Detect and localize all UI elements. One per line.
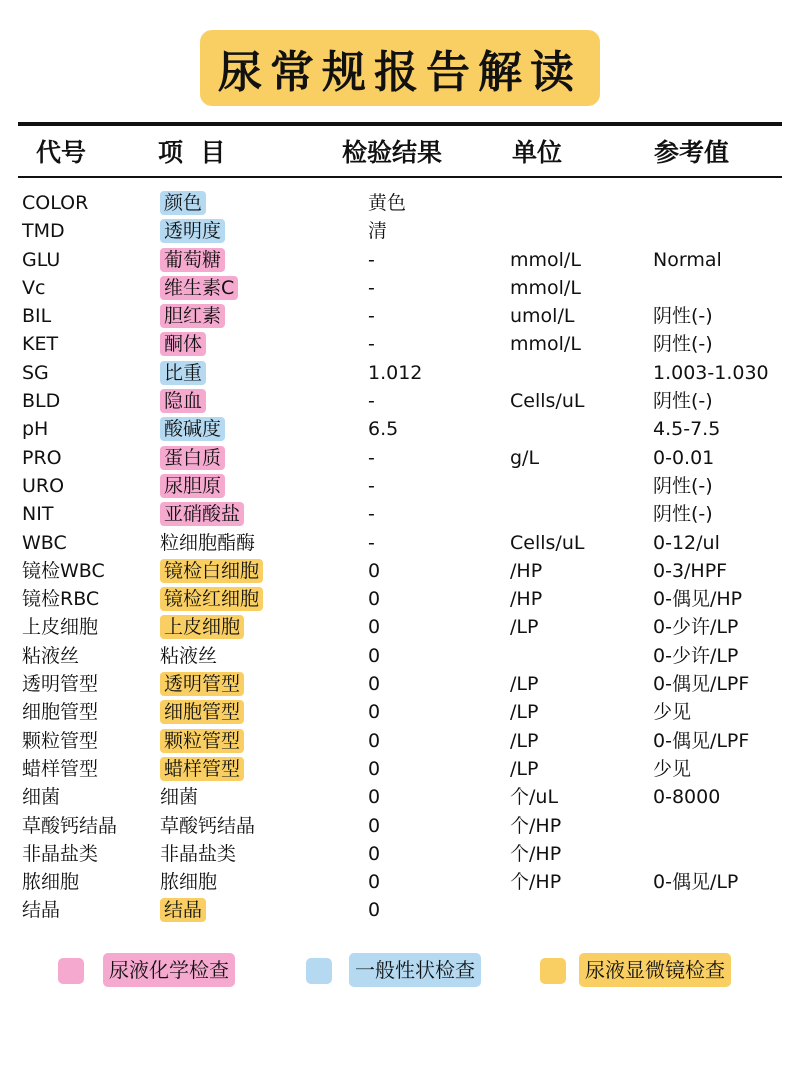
cell-unit: 个/HP	[510, 842, 562, 865]
cell-ref: 1.003-1.030	[653, 361, 769, 384]
item-highlight: 尿胆原	[160, 474, 225, 498]
cell-result: 0	[368, 729, 381, 752]
title-container	[0, 30, 800, 106]
cell-ref: 0-少许/LP	[653, 644, 739, 667]
cell-item	[160, 415, 225, 443]
cell-item	[160, 755, 244, 783]
cell-unit: mmol/L	[510, 276, 581, 299]
legend-swatch	[58, 958, 84, 984]
cell-item	[160, 698, 244, 726]
cell-unit: /LP	[510, 757, 539, 780]
cell-code: 透明管型	[22, 673, 99, 696]
item-highlight: 葡萄糖	[160, 248, 225, 272]
cell-result: 0	[368, 701, 381, 724]
cell-item	[160, 387, 206, 415]
cell-result: -	[368, 474, 375, 497]
cell-item	[160, 557, 263, 585]
table-row	[0, 330, 800, 358]
cell-code: 草酸钙结晶	[22, 814, 118, 837]
cell-ref: Normal	[653, 248, 722, 271]
item-highlight: 细胞管型	[160, 700, 244, 724]
table-row	[0, 585, 800, 613]
cell-code: 镜检RBC	[22, 588, 100, 611]
cell-unit: /LP	[510, 729, 539, 752]
legend-label: 一般性状检查	[349, 953, 481, 987]
cell-unit: mmol/L	[510, 333, 581, 356]
cell-ref: 4.5-7.5	[653, 418, 721, 441]
cell-item: 粘液丝	[160, 644, 218, 667]
item-highlight: 蛋白质	[160, 446, 225, 470]
cell-code: SG	[22, 361, 49, 384]
table-top-rule	[18, 122, 782, 126]
cell-code: BIL	[22, 305, 52, 328]
cell-code: BLD	[22, 390, 61, 413]
cell-unit: /LP	[510, 701, 539, 724]
table-row	[0, 246, 800, 274]
cell-result: 0	[368, 588, 381, 611]
cell-unit: /LP	[510, 673, 539, 696]
cell-result: -	[368, 248, 375, 271]
header-unit: 单位	[512, 138, 563, 167]
table-row	[0, 896, 800, 924]
item-highlight: 结晶	[160, 898, 206, 922]
cell-unit: /HP	[510, 588, 543, 611]
item-highlight: 蜡样管型	[160, 757, 244, 781]
legend-swatch	[306, 958, 332, 984]
table-row	[0, 670, 800, 698]
table-row	[0, 359, 800, 387]
cell-item	[160, 302, 225, 330]
cell-result: -	[368, 276, 375, 299]
cell-code: KET	[22, 333, 59, 356]
table-row	[0, 840, 800, 868]
table-row	[0, 274, 800, 302]
cell-ref: 阴性(-)	[653, 333, 713, 356]
legend-label: 尿液化学检查	[103, 953, 235, 987]
cell-result: 1.012	[368, 361, 423, 384]
cell-result: -	[368, 333, 375, 356]
item-highlight: 比重	[160, 361, 206, 385]
table-row	[0, 812, 800, 840]
item-highlight: 胆红素	[160, 304, 225, 328]
legend-label: 尿液显微镜检查	[579, 953, 731, 987]
cell-result: 清	[368, 220, 388, 243]
header-result: 检验结果	[342, 138, 443, 167]
cell-result: 0	[368, 673, 381, 696]
cell-item	[160, 727, 244, 755]
cell-item	[160, 613, 244, 641]
cell-ref: 0-偶见/HP	[653, 588, 743, 611]
legend-swatch	[540, 958, 566, 984]
page-title: 尿常规报告解读	[200, 30, 600, 106]
cell-ref: 0-少许/LP	[653, 616, 739, 639]
cell-result: 0	[368, 842, 381, 865]
cell-code: TMD	[22, 220, 65, 243]
cell-code: 蜡样管型	[22, 757, 99, 780]
cell-item	[160, 359, 206, 387]
cell-item	[160, 500, 244, 528]
cell-code: 上皮细胞	[22, 616, 99, 639]
cell-result: 0	[368, 559, 381, 582]
cell-code: 颗粒管型	[22, 729, 99, 752]
cell-result: 0	[368, 786, 381, 809]
table-header-rule	[18, 176, 782, 178]
cell-code: COLOR	[22, 192, 89, 214]
item-highlight: 颜色	[160, 191, 206, 215]
cell-ref: 0-8000	[653, 786, 721, 809]
header-code: 代号	[36, 138, 87, 167]
cell-ref: 阴性(-)	[653, 503, 713, 526]
cell-result: 0	[368, 814, 381, 837]
cell-code: 粘液丝	[22, 644, 80, 667]
legend	[0, 950, 800, 990]
cell-code: 细胞管型	[22, 701, 99, 724]
item-highlight: 维生素C	[160, 276, 238, 300]
cell-ref: 0-0.01	[653, 446, 715, 469]
item-highlight: 隐血	[160, 389, 206, 413]
cell-item: 脓细胞	[160, 871, 218, 894]
item-highlight: 透明度	[160, 219, 225, 243]
item-highlight: 颗粒管型	[160, 729, 244, 753]
cell-item	[160, 274, 238, 302]
cell-item	[160, 444, 225, 472]
table-row	[0, 868, 800, 896]
item-highlight: 上皮细胞	[160, 615, 244, 639]
table-row	[0, 698, 800, 726]
cell-unit: /HP	[510, 559, 543, 582]
cell-item: 草酸钙结晶	[160, 814, 256, 837]
item-highlight: 镜检白细胞	[160, 559, 263, 583]
cell-unit: 个/uL	[510, 786, 559, 809]
table-row	[0, 755, 800, 783]
table-row	[0, 387, 800, 415]
cell-result: -	[368, 503, 375, 526]
cell-code: URO	[22, 474, 65, 497]
cell-code: pH	[22, 418, 49, 441]
header-item: 项 目	[158, 138, 226, 167]
cell-code: GLU	[22, 248, 61, 271]
cell-item	[160, 330, 206, 358]
cell-item: 细菌	[160, 786, 199, 809]
cell-unit: umol/L	[510, 305, 575, 328]
cell-code: PRO	[22, 446, 62, 469]
cell-result: 0	[368, 616, 381, 639]
item-highlight: 酮体	[160, 332, 206, 356]
cell-ref: 0-偶见/LPF	[653, 729, 750, 752]
cell-code: 非晶盐类	[22, 842, 99, 865]
item-highlight: 亚硝酸盐	[160, 502, 244, 526]
cell-result: 0	[368, 871, 381, 894]
table-row	[0, 472, 800, 500]
table-row	[0, 444, 800, 472]
cell-ref: 0-偶见/LPF	[653, 673, 750, 696]
cell-result: 0	[368, 899, 381, 922]
cell-item	[160, 246, 225, 274]
item-highlight: 镜检红细胞	[160, 587, 263, 611]
cell-result: 黄色	[368, 192, 407, 214]
cell-result: -	[368, 531, 375, 554]
cell-ref: 阴性(-)	[653, 390, 713, 413]
item-highlight: 透明管型	[160, 672, 244, 696]
cell-unit: mmol/L	[510, 248, 581, 271]
cell-ref: 0-3/HPF	[653, 559, 728, 582]
cell-ref: 少见	[653, 701, 692, 724]
cell-ref: 0-12/ul	[653, 531, 720, 554]
cell-code: 细菌	[22, 786, 61, 809]
cell-item	[160, 896, 206, 924]
cell-ref: 0-偶见/LP	[653, 871, 739, 894]
item-highlight: 酸碱度	[160, 417, 225, 441]
cell-ref: 阴性(-)	[653, 474, 713, 497]
cell-result: 6.5	[368, 418, 399, 441]
cell-item	[160, 472, 225, 500]
cell-unit: 个/HP	[510, 871, 562, 894]
cell-ref: 少见	[653, 757, 692, 780]
cell-code: Vc	[22, 276, 46, 299]
cell-code: WBC	[22, 531, 67, 554]
cell-result: -	[368, 446, 375, 469]
cell-item: 粒细胞酯酶	[160, 531, 256, 554]
cell-item	[160, 189, 206, 217]
table-row	[0, 500, 800, 528]
cell-result: 0	[368, 757, 381, 780]
cell-result: 0	[368, 644, 381, 667]
cell-code: 脓细胞	[22, 871, 80, 894]
table-row	[0, 217, 800, 245]
cell-result: -	[368, 390, 375, 413]
cell-result: -	[368, 305, 375, 328]
table-body	[0, 189, 800, 925]
cell-unit: 个/HP	[510, 814, 562, 837]
table-row	[0, 727, 800, 755]
table-row	[0, 415, 800, 443]
cell-ref: 阴性(-)	[653, 305, 713, 328]
cell-unit: /LP	[510, 616, 539, 639]
table-row	[0, 557, 800, 585]
cell-code: 镜检WBC	[22, 559, 105, 582]
cell-item	[160, 585, 263, 613]
cell-unit: g/L	[510, 446, 540, 469]
table-row	[0, 529, 800, 557]
cell-unit: Cells/uL	[510, 531, 585, 554]
header-ref: 参考值	[654, 138, 730, 167]
table-row	[0, 613, 800, 641]
table-row	[0, 189, 800, 217]
table-row	[0, 642, 800, 670]
cell-code: 结晶	[22, 899, 61, 922]
cell-item: 非晶盐类	[160, 842, 237, 865]
cell-code: NIT	[22, 503, 54, 526]
cell-item	[160, 670, 244, 698]
table-row	[0, 783, 800, 811]
table-row	[0, 302, 800, 330]
cell-unit: Cells/uL	[510, 390, 585, 413]
cell-item	[160, 217, 225, 245]
